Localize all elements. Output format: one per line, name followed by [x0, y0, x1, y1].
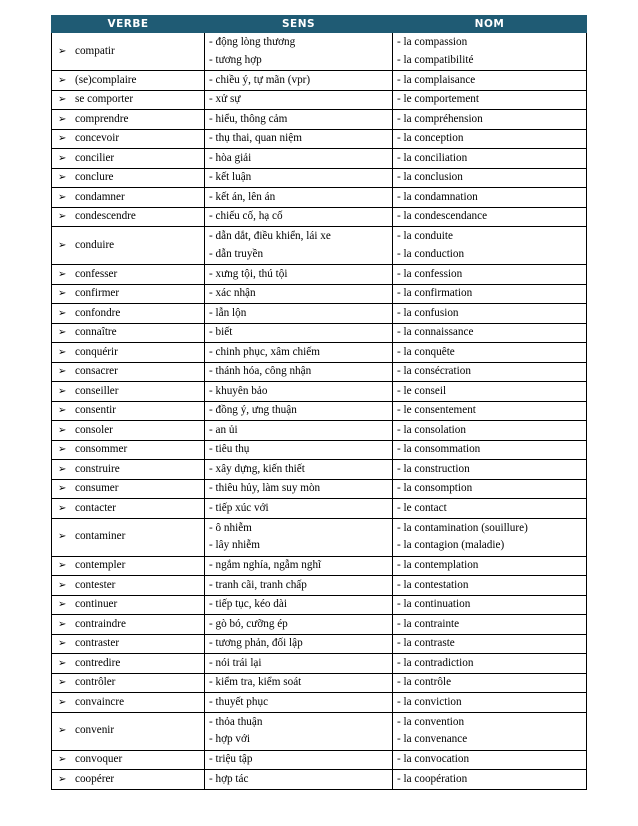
sens-line: - biết	[209, 326, 233, 338]
table-row	[52, 304, 587, 324]
arrow-bullet-icon: ➢	[58, 405, 67, 416]
nom-line: - la confusion	[397, 306, 459, 319]
nom-cell	[393, 421, 587, 441]
nom-cell	[393, 71, 587, 91]
nom-line: - le comportement	[397, 93, 480, 105]
nom-cell	[393, 129, 587, 149]
sens-cell	[205, 673, 393, 693]
arrow-bullet-icon: ➢	[58, 133, 67, 144]
verb-cell	[52, 712, 205, 750]
verb-text: conquérir	[75, 345, 118, 358]
verb-text: continuer	[75, 598, 118, 610]
verb-cell	[52, 673, 205, 693]
arrow-bullet-icon: ➢	[58, 444, 67, 455]
verb-text: convoquer	[75, 753, 123, 765]
nom-cell	[393, 440, 587, 460]
verb-text: condamner	[75, 190, 125, 203]
verb-text: contaminer	[75, 530, 126, 543]
nom-cell	[393, 460, 587, 480]
table-row	[52, 460, 587, 480]
verb-text: construire	[75, 462, 120, 475]
sens-line: - tương phản, đối lập	[209, 637, 303, 649]
verb-cell	[52, 343, 205, 363]
vocabulary-table	[51, 15, 587, 790]
verb-cell	[52, 304, 205, 324]
verb-cell	[52, 615, 205, 635]
nom-cell	[393, 595, 587, 615]
table-row	[52, 421, 587, 441]
arrow-bullet-icon: ➢	[58, 560, 67, 571]
nom-cell	[393, 673, 587, 693]
arrow-bullet-icon: ➢	[58, 579, 67, 591]
sens-line: - hiểu, thông cảm	[209, 112, 288, 125]
nom-cell	[393, 615, 587, 635]
arrow-bullet-icon: ➢	[58, 754, 67, 765]
verb-text: confesser	[75, 267, 118, 280]
table-row	[52, 382, 587, 402]
verb-cell	[52, 401, 205, 421]
table-row	[52, 576, 587, 596]
nom-cell	[393, 576, 587, 596]
verb-text: contester	[75, 578, 116, 591]
arrow-bullet-icon: ➢	[58, 307, 67, 319]
nom-line: - la contrainte	[397, 617, 460, 630]
verb-cell	[52, 149, 205, 169]
verb-cell	[52, 654, 205, 674]
verb-cell	[52, 33, 205, 71]
verb-text: concevoir	[75, 132, 120, 144]
header-verbe: VERBE	[52, 16, 205, 33]
arrow-bullet-icon: ➢	[58, 463, 67, 475]
verb-text: consacrer	[75, 365, 118, 377]
header-sens: SENS	[205, 16, 393, 33]
sens-cell	[205, 304, 393, 324]
table-row	[52, 440, 587, 460]
sens-line: - an ủi	[209, 423, 238, 436]
verb-text: convenir	[75, 724, 115, 737]
nom-line: - la consomption	[397, 482, 473, 494]
table-row	[52, 110, 587, 130]
table-row	[52, 284, 587, 304]
nom-cell	[393, 479, 587, 499]
arrow-bullet-icon: ➢	[58, 657, 67, 669]
nom-cell	[393, 90, 587, 110]
arrow-bullet-icon: ➢	[58, 483, 67, 494]
nom-line: - la contestation	[397, 578, 469, 591]
nom-cell	[393, 693, 587, 713]
nom-line: - le conseil	[397, 384, 447, 397]
sens-cell	[205, 654, 393, 674]
nom-cell	[393, 323, 587, 343]
nom-line: - la contradiction	[397, 656, 474, 669]
sens-line: - xác nhận	[209, 287, 256, 299]
sens-cell	[205, 421, 393, 441]
header-nom: NOM	[393, 16, 587, 33]
sens-line: - chinh phục, xâm chiếm	[209, 345, 320, 358]
sens-line: - đồng ý, ưng thuận	[209, 404, 297, 416]
verb-cell	[52, 499, 205, 519]
nom-cell	[393, 750, 587, 770]
sens-line: - xưng tội, thú tội	[209, 267, 288, 280]
arrow-bullet-icon: ➢	[58, 152, 67, 164]
sens-cell	[205, 712, 393, 750]
verb-text: (se)complaire	[75, 73, 137, 86]
verb-text: conseiller	[75, 384, 119, 397]
sens-cell	[205, 595, 393, 615]
verb-text: confirmer	[75, 287, 120, 299]
sens-cell	[205, 188, 393, 208]
sens-line: - thánh hóa, công nhận	[209, 365, 312, 377]
verb-cell	[52, 129, 205, 149]
verb-cell	[52, 323, 205, 343]
nom-line: - la conduite	[397, 230, 453, 242]
nom-line: - la conviction	[397, 695, 462, 708]
sens-line: - thiêu hủy, làm suy mòn	[209, 482, 321, 494]
arrow-bullet-icon: ➢	[58, 696, 67, 708]
verb-cell	[52, 576, 205, 596]
sens-cell	[205, 265, 393, 285]
sens-line: - kiểm tra, kiểm soát	[209, 676, 302, 688]
arrow-bullet-icon: ➢	[58, 531, 67, 543]
verb-cell	[52, 188, 205, 208]
arrow-bullet-icon: ➢	[58, 385, 67, 397]
verb-cell	[52, 440, 205, 460]
arrow-bullet-icon: ➢	[58, 599, 67, 610]
verb-text: confondre	[75, 306, 121, 319]
nom-line: - la condescendance	[397, 210, 488, 222]
verb-cell	[52, 634, 205, 654]
nom-cell	[393, 265, 587, 285]
verb-text: consoler	[75, 423, 113, 436]
table-row	[52, 362, 587, 382]
arrow-bullet-icon: ➢	[58, 424, 67, 436]
table-row	[52, 33, 587, 71]
sens-cell	[205, 323, 393, 343]
verb-cell	[52, 770, 205, 790]
sens-line: - gò bó, cưỡng ép	[209, 617, 288, 630]
sens-cell	[205, 440, 393, 460]
sens-cell	[205, 90, 393, 110]
sens-line: - dẫn truyền	[209, 247, 264, 260]
table-row	[52, 693, 587, 713]
nom-cell	[393, 518, 587, 556]
verb-cell	[52, 227, 205, 265]
nom-line: - la confirmation	[397, 287, 473, 299]
sens-line: - dẫn dắt, điều khiển, lái xe	[209, 230, 331, 242]
nom-line: - la compréhension	[397, 112, 483, 125]
arrow-bullet-icon: ➢	[58, 113, 67, 125]
sens-line: - khuyên bảo	[209, 384, 268, 397]
arrow-bullet-icon: ➢	[58, 638, 67, 649]
verb-cell	[52, 382, 205, 402]
table-body	[52, 33, 587, 790]
verb-cell	[52, 421, 205, 441]
table-row	[52, 712, 587, 750]
table-row	[52, 323, 587, 343]
table-row	[52, 556, 587, 576]
nom-line: - la contamination (souillure)	[397, 521, 528, 534]
verb-cell	[52, 284, 205, 304]
arrow-bullet-icon: ➢	[58, 211, 67, 222]
verb-text: consentir	[75, 404, 117, 416]
sens-line: - triệu tập	[209, 753, 253, 765]
verb-text: contacter	[75, 501, 116, 514]
verb-cell	[52, 595, 205, 615]
verb-text: compatir	[75, 44, 115, 57]
header-row	[52, 16, 587, 33]
sens-line: - kết luận	[209, 171, 252, 183]
sens-line: - tương hợp	[209, 53, 262, 66]
nom-cell	[393, 654, 587, 674]
sens-line: - tiếp tục, kéo dài	[209, 598, 287, 610]
nom-line: - la conquête	[397, 345, 455, 358]
table-row	[52, 770, 587, 790]
table-row	[52, 168, 587, 188]
sens-cell	[205, 615, 393, 635]
sens-cell	[205, 129, 393, 149]
nom-line: - la complaisance	[397, 73, 476, 86]
table-row	[52, 90, 587, 110]
nom-cell	[393, 110, 587, 130]
table-row	[52, 129, 587, 149]
verb-text: contredire	[75, 656, 121, 669]
nom-cell	[393, 382, 587, 402]
nom-line: - la consommation	[397, 443, 481, 455]
nom-line: - la contrôle	[397, 676, 452, 688]
nom-cell	[393, 362, 587, 382]
nom-line: - la conclusion	[397, 171, 463, 183]
table-row	[52, 479, 587, 499]
arrow-bullet-icon: ➢	[58, 502, 67, 514]
verb-text: consumer	[75, 482, 119, 494]
nom-line: - la condamnation	[397, 190, 478, 203]
table-row	[52, 265, 587, 285]
sens-cell	[205, 149, 393, 169]
verb-cell	[52, 693, 205, 713]
verb-cell	[52, 750, 205, 770]
sens-line: - ô nhiễm	[209, 521, 252, 534]
arrow-bullet-icon: ➢	[58, 725, 67, 737]
sens-line: - xây dựng, kiến thiết	[209, 462, 305, 475]
nom-line: - le contact	[397, 501, 447, 514]
nom-cell	[393, 149, 587, 169]
sens-line: - xử sự	[209, 93, 241, 105]
sens-line: - kết án, lên án	[209, 190, 276, 203]
arrow-bullet-icon: ➢	[58, 268, 67, 280]
sens-cell	[205, 401, 393, 421]
sens-cell	[205, 576, 393, 596]
verb-text: se comporter	[75, 93, 134, 105]
sens-line: - lây nhiễm	[209, 539, 260, 551]
arrow-bullet-icon: ➢	[58, 94, 67, 105]
sens-line: - động lòng thương	[209, 36, 296, 48]
arrow-bullet-icon: ➢	[58, 172, 67, 183]
nom-cell	[393, 188, 587, 208]
sens-cell	[205, 634, 393, 654]
table-row	[52, 401, 587, 421]
nom-line: - la contraste	[397, 637, 455, 649]
verb-cell	[52, 168, 205, 188]
nom-line: - la convenance	[397, 733, 468, 745]
verb-text: concilier	[75, 151, 115, 164]
nom-line: - la conciliation	[397, 151, 468, 164]
verb-cell	[52, 362, 205, 382]
arrow-bullet-icon: ➢	[58, 45, 67, 57]
verb-text: connaître	[75, 326, 117, 338]
sens-line: - nói trái lại	[209, 656, 262, 669]
table-row	[52, 188, 587, 208]
sens-cell	[205, 460, 393, 480]
nom-line: - la conduction	[397, 247, 465, 260]
sens-cell	[205, 479, 393, 499]
arrow-bullet-icon: ➢	[58, 618, 67, 630]
table-row	[52, 595, 587, 615]
nom-line: - la conception	[397, 132, 464, 144]
nom-cell	[393, 168, 587, 188]
table-row	[52, 499, 587, 519]
sens-cell	[205, 71, 393, 91]
verb-text: contempler	[75, 559, 126, 571]
sens-cell	[205, 693, 393, 713]
sens-line: - thuyết phục	[209, 695, 269, 708]
sens-cell	[205, 518, 393, 556]
nom-cell	[393, 304, 587, 324]
nom-line: - la confession	[397, 267, 463, 280]
sens-cell	[205, 770, 393, 790]
sens-cell	[205, 750, 393, 770]
sens-line: - hợp với	[209, 733, 251, 745]
arrow-bullet-icon: ➢	[58, 346, 67, 358]
sens-line: - ngắm nghía, ngẫm nghĩ	[209, 559, 322, 571]
nom-line: - la compatibilité	[397, 53, 474, 66]
nom-line: - la contagion (maladie)	[397, 539, 505, 551]
sens-cell	[205, 207, 393, 227]
sens-cell	[205, 33, 393, 71]
nom-line: - la coopération	[397, 772, 468, 785]
verb-cell	[52, 460, 205, 480]
nom-line: - la continuation	[397, 598, 471, 610]
nom-cell	[393, 207, 587, 227]
sens-line: - thỏa thuận	[209, 715, 263, 728]
verb-cell	[52, 518, 205, 556]
nom-line: - la compassion	[397, 36, 468, 48]
verb-text: conclure	[75, 171, 114, 183]
table-row	[52, 634, 587, 654]
verb-cell	[52, 479, 205, 499]
verb-text: condescendre	[75, 210, 136, 222]
nom-line: - la convention	[397, 715, 465, 728]
arrow-bullet-icon: ➢	[58, 239, 67, 251]
verb-text: convaincre	[75, 695, 125, 708]
arrow-bullet-icon: ➢	[58, 327, 67, 338]
table-header	[52, 16, 587, 33]
nom-cell	[393, 227, 587, 265]
nom-cell	[393, 33, 587, 71]
arrow-bullet-icon: ➢	[58, 74, 67, 86]
nom-line: - la connaissance	[397, 326, 474, 338]
nom-cell	[393, 770, 587, 790]
verb-cell	[52, 90, 205, 110]
verb-text: conduire	[75, 238, 115, 251]
nom-cell	[393, 401, 587, 421]
arrow-bullet-icon: ➢	[58, 366, 67, 377]
table-row	[52, 750, 587, 770]
verb-text: consommer	[75, 443, 128, 455]
sens-line: - chiếu cố, hạ cố	[209, 210, 283, 222]
table-row	[52, 654, 587, 674]
sens-cell	[205, 556, 393, 576]
sens-line: - hợp tác	[209, 772, 249, 785]
arrow-bullet-icon: ➢	[58, 773, 67, 785]
nom-line: - le consentement	[397, 404, 476, 416]
arrow-bullet-icon: ➢	[58, 288, 67, 299]
sens-cell	[205, 499, 393, 519]
nom-cell	[393, 634, 587, 654]
table-row	[52, 71, 587, 91]
verb-text: contraster	[75, 637, 120, 649]
nom-line: - la consécration	[397, 365, 471, 377]
nom-line: - la consolation	[397, 423, 466, 436]
nom-line: - la contemplation	[397, 559, 479, 571]
table-row	[52, 673, 587, 693]
sens-cell	[205, 362, 393, 382]
verb-text: contraindre	[75, 617, 126, 630]
sens-cell	[205, 227, 393, 265]
nom-cell	[393, 556, 587, 576]
verb-cell	[52, 556, 205, 576]
table-row	[52, 343, 587, 363]
nom-cell	[393, 284, 587, 304]
table-row	[52, 207, 587, 227]
table-row	[52, 149, 587, 169]
sens-line: - tranh cãi, tranh chấp	[209, 578, 307, 591]
verb-text: coopérer	[75, 772, 115, 785]
sens-cell	[205, 382, 393, 402]
verb-cell	[52, 207, 205, 227]
table-row	[52, 615, 587, 635]
verb-cell	[52, 110, 205, 130]
sens-line: - tiêu thụ	[209, 443, 250, 455]
sens-line: - lẫn lộn	[209, 306, 247, 319]
table-row	[52, 518, 587, 556]
verb-text: comprendre	[75, 112, 129, 125]
table-row	[52, 227, 587, 265]
nom-cell	[393, 499, 587, 519]
verb-cell	[52, 71, 205, 91]
verb-cell	[52, 265, 205, 285]
nom-line: - la convocation	[397, 753, 470, 765]
nom-line: - la construction	[397, 462, 470, 475]
nom-cell	[393, 343, 587, 363]
sens-line: - thụ thai, quan niệm	[209, 132, 302, 144]
verb-text: contrôler	[75, 676, 116, 688]
sens-line: - chiều ý, tự mãn (vpr)	[209, 73, 311, 86]
nom-cell	[393, 712, 587, 750]
sens-cell	[205, 168, 393, 188]
arrow-bullet-icon: ➢	[58, 677, 67, 688]
arrow-bullet-icon: ➢	[58, 191, 67, 203]
sens-line: - tiếp xúc với	[209, 501, 269, 514]
sens-cell	[205, 343, 393, 363]
sens-cell	[205, 284, 393, 304]
sens-cell	[205, 110, 393, 130]
sens-line: - hòa giải	[209, 151, 252, 164]
